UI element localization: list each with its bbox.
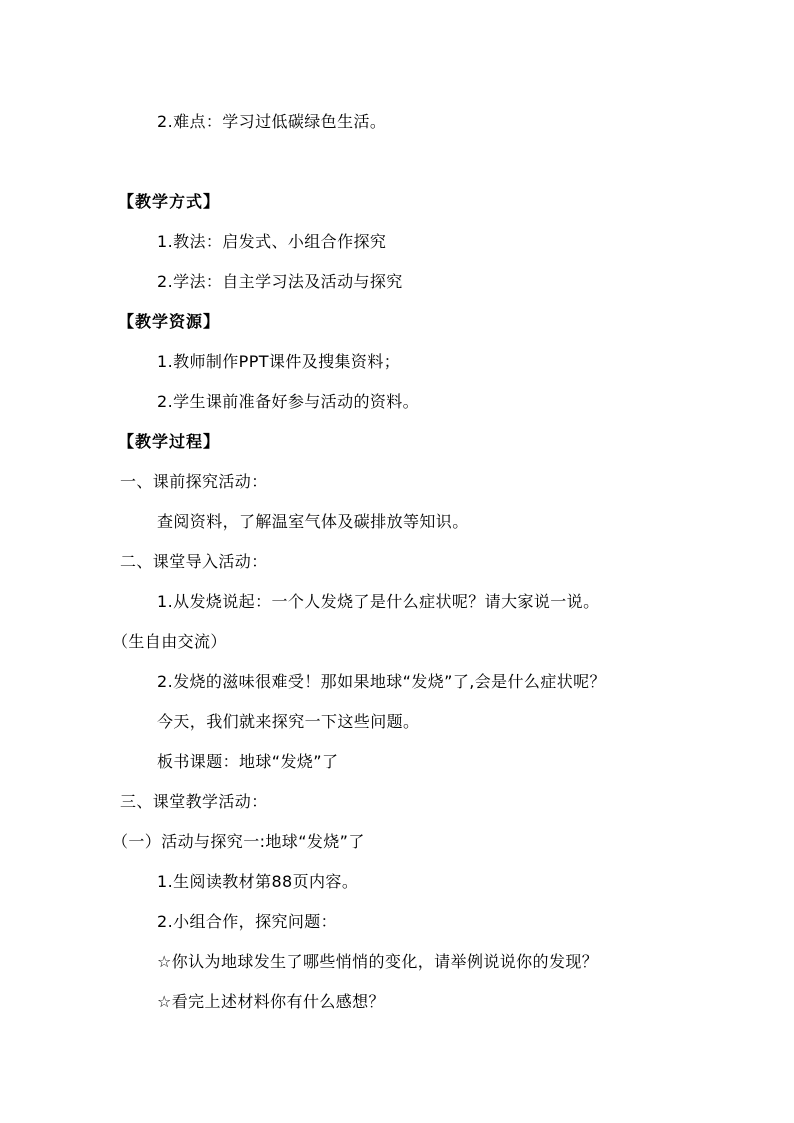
section-two-item-2: 2.发烧的滋味很难受！那如果地球“发烧”了,会是什么症状呢？ (157, 672, 606, 691)
heading-teaching-resources: 【教学资源】 (118, 312, 221, 331)
section-two-today: 今天，我们就来探究一下这些问题。 (157, 712, 420, 731)
section-two-note: （生自由交流） (112, 632, 227, 651)
section-two-item-1: 1.从发烧说起：一个人发烧了是什么症状呢？请大家说一说。 (157, 592, 600, 611)
resource-student-line: 2.学生课前准备好参与活动的资料。 (157, 392, 420, 411)
heading-teaching-method: 【教学方式】 (118, 192, 221, 211)
difficulty-point: 2.难点：学习过低碳绿色生活。 (157, 112, 387, 131)
learning-method-line: 2.学法：自主学习法及活动与探究 (157, 272, 403, 291)
section-one-title: 一、课前探究活动： (120, 472, 268, 491)
question-star-2: ☆看完上述材料你有什么感想？ (157, 992, 385, 1011)
question-star-1: ☆你认为地球发生了哪些悄悄的变化，请举例说说你的发现？ (157, 952, 599, 971)
section-one-body: 查阅资料，了解温室气体及碳排放等知识。 (157, 512, 469, 531)
section-two-title: 二、课堂导入活动： (120, 552, 268, 571)
section-three-title: 三、课堂教学活动： (120, 792, 268, 811)
resource-teacher-line: 1.教师制作PPT课件及搜集资料； (157, 352, 401, 371)
activity-one-item-2: 2.小组合作，探究问题： (157, 912, 338, 931)
activity-one-item-1: 1.生阅读教材第88页内容。 (157, 872, 359, 891)
section-two-board-title: 板书课题：地球“发烧”了 (157, 752, 339, 771)
teaching-method-line: 1.教法：启发式、小组合作探究 (157, 232, 387, 251)
activity-one-title: （一）活动与探究一:地球“发烧”了 (112, 832, 365, 851)
heading-teaching-process: 【教学过程】 (118, 432, 221, 451)
